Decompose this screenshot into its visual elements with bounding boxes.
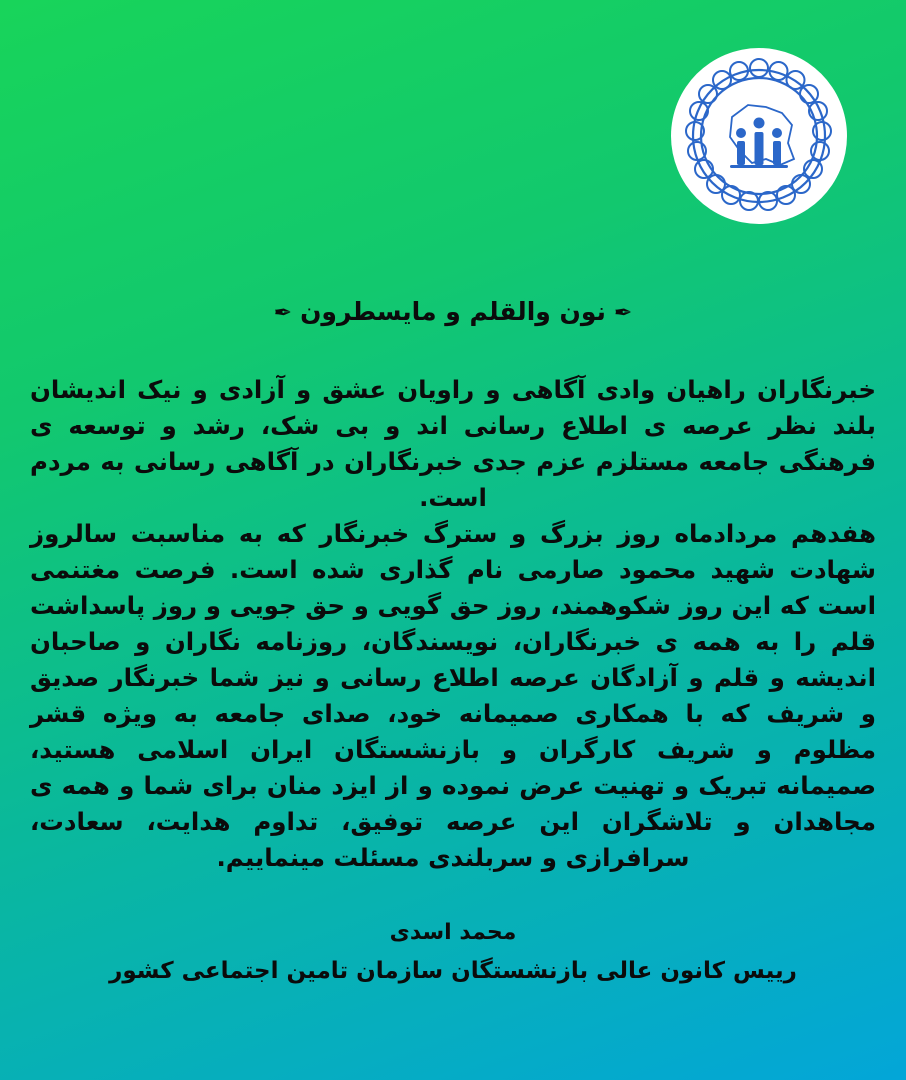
organization-logo	[670, 47, 848, 225]
paragraph-intro: خبرنگاران راهیان وادی آگاهی و راویان عشق و آزادی و نیک اندیشان بلند نظر عرصه ی اطلاع رسانی اند و بی شک، رشد و توسعه ی فرهنگی جامعه مستلزم عزم جدی خبرنگاران در آگاهی رسانی به مردم است.	[30, 375, 876, 512]
letter-heading	[30, 292, 876, 334]
signer-title: رییس کانون عالی بازنشستگان سازمان تامین اجتماعی کشور	[109, 958, 797, 984]
heading-text: نون والقلم و مایسطرون	[300, 297, 606, 326]
signer-name: محمد اسدی	[389, 920, 517, 945]
logo-emblem-icon	[670, 47, 848, 225]
paragraph-congratulations: هفدهم مردادماه روز بزرگ و سترگ خبرنگار که به مناسبت سالروز شهادت شهید محمود صارمی نام گذاری شده است. فرصت مغتنمی است که این روز شکوهمند، روز حق گویی و حق جویی و روز پاسداشت قلم را به همه ی خبرنگاران، نویسندگان، روزنامه نگاران و صاحبان اندیشه و قلم و آزادگان عرصه اطلاع رسانی و نیز شما خبرنگار صدیق و شریف که با همکاری صمیمانه خود، صدای جامعه به ویژه قشر مظلوم و شریف کارگران و بازنشستگان ایران اسلامی هستید، صمیمانه تبریک و تهنیت عرض نموده و از ایزد منان برای شما و همه ی مجاهدان و تلاشگران این عرصه توفیق، تداوم هدایت، سعادت، سرافرازی و سربلندی مسئلت مینماییم.	[30, 519, 876, 872]
letter-body	[30, 292, 876, 990]
fountain-pen-icon: ✒	[273, 301, 293, 326]
fountain-pen-icon: ✒	[613, 301, 633, 326]
